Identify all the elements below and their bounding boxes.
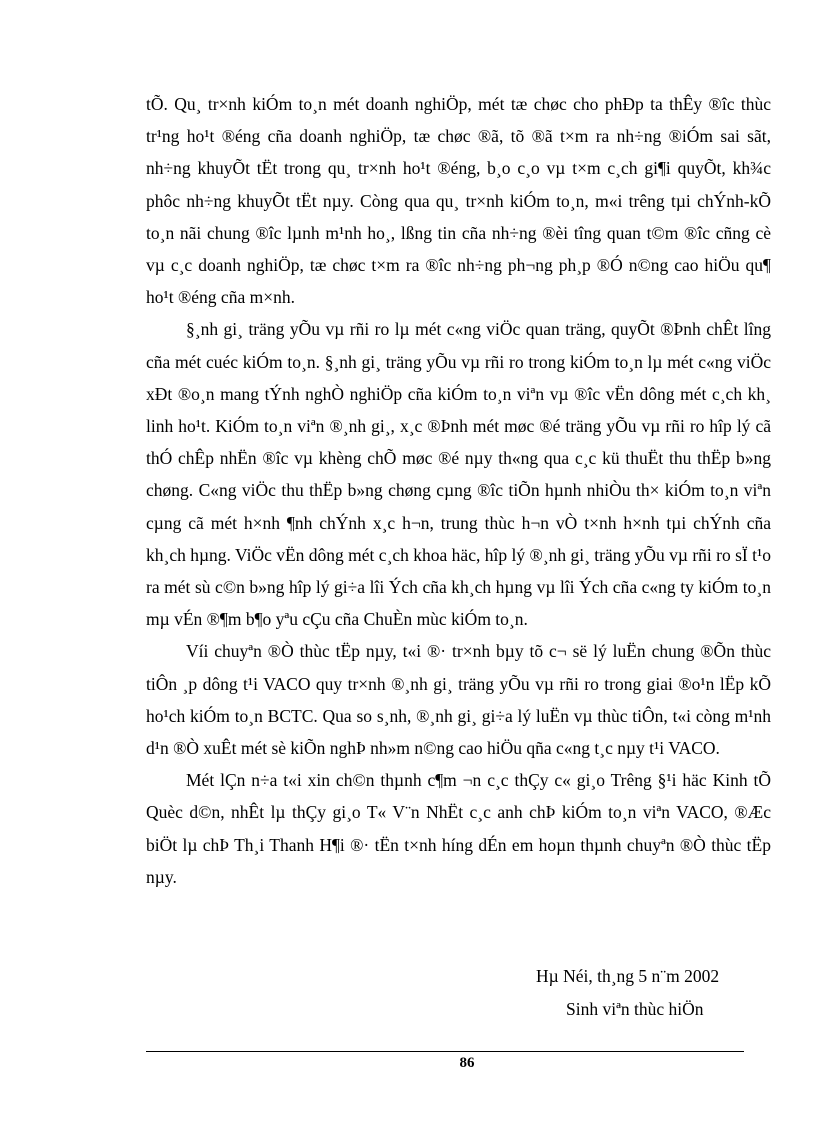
page-number: 86 — [459, 1055, 475, 1071]
paragraph-audit-purpose: tÕ. Qu¸ tr×nh kiÓm to¸n mét doanh nghiÖp, mét tæ chøc cho phÐp ta thÊy ®îc thùc tr¹ng ho¹t ®éng cña doanh nghiÖp, tæ chøc ®ã, tõ ®ã t×m ra nh÷ng ®iÓm sai sãt, nh÷ng khuyÕt tËt trong qu¸ tr×nh ho¹t ®éng, b¸o c¸o vµ t×m c¸ch gi¶i quyÕt, kh¾c phôc nh÷ng khuyÕt tËt nµy. Còng qua qu¸ tr×nh kiÓm to¸n, m«i trêng tµi chÝnh-kÕ to¸n nãi chung ®îc lµnh m¹nh ho¸, lßng tin cña nh÷ng ®èi tîng quan t©m ®îc cñng cè vµ c¸c doanh nghiÖp, tæ chøc t×m ra ®îc nh÷ng ph¬ng ph¸p ®Ó n©ng cao hiÖu qu¶ ho¹t ®éng cña m×nh. — [146, 94, 771, 308]
document-body — [146, 88, 771, 893]
paragraph-materiality-risk: §¸nh gi¸ träng yÕu vµ rñi ro lµ mét c«ng viÖc quan träng, quyÕt ®Þnh chÊt lîng cña mét cuéc kiÓm to¸n. §¸nh gi¸ träng yÕu vµ rñi ro trong kiÓm to¸n lµ mét c«ng viÖc xÐt ®o¸n mang tÝnh nghÒ nghiÖp cña kiÓm to¸n viªn vµ ®îc vËn dông mét c¸ch kh¸ linh ho¹t. KiÓm to¸n viªn ®¸nh gi¸, x¸c ®Þnh mét møc ®é träng yÕu vµ rñi ro hîp lý cã thÓ chÊp nhËn ®îc vµ khèng chÕ møc ®é nµy th«ng qua c¸c kü thuËt thu thËp b»ng chøng. C«ng viÖc thu thËp b»ng chøng cµng ®îc tiÕn hµnh nhiÒu th× kiÓm to¸n viªn cµng cã mét h×nh ¶nh chÝnh x¸c h¬n, trung thùc h¬n vÒ t×nh h×nh tµi chÝnh cña kh¸ch hµng. ViÖc vËn dông mét c¸ch khoa häc, hîp lý ®¸nh gi¸ träng yÕu vµ rñi ro sÏ t¹o ra mét sù c©n b»ng hîp lý gi÷a lîi Ých cña kh¸ch hµng vµ lîi Ých cña c«ng ty kiÓm to¸n mµ vÉn ®¶m b¶o yªu cÇu cña ChuÈn mùc kiÓm to¸n. — [146, 319, 771, 630]
paragraph-acknowledgements: Mét lÇn n÷a t«i xin ch©n thµnh c¶m ¬n c¸c thÇy c« gi¸o Trêng §¹i häc Kinh tÕ Quèc d©n, nhÊt lµ thÇy gi¸o T« V¨n NhËt c¸c anh chÞ kiÓm to¸n viªn VACO, ®Æc biÖt lµ chÞ Th¸i Thanh H¶i ®· tËn t×nh híng dÉn em hoµn thµnh chuyªn ®Ò thùc tËp nµy. — [146, 770, 771, 887]
signature-place-date: Hµ Néi, th¸ng 5 n¨m 2002 — [536, 966, 720, 986]
paragraph-topic-summary: Víi chuyªn ®Ò thùc tËp nµy, t«i ®· tr×nh bµy tõ c¬ së lý luËn chung ®Õn thùc tiÔn ¸p dông t¹i VACO quy tr×nh ®¸nh gi¸ träng yÕu vµ rñi ro trong giai ®o¹n lËp kÕ ho¹ch kiÓm to¸n BCTC. Qua so s¸nh, ®¸nh gi¸ gi÷a lý luËn vµ thùc tiÔn, t«i còng m¹nh d¹n ®Ò xuÊt mét sè kiÕn nghÞ nh»m n©ng cao hiÖu qña c«ng t¸c nµy t¹i VACO. — [146, 641, 771, 759]
signature-title: Sinh viªn thùc hiÖn — [566, 999, 704, 1019]
